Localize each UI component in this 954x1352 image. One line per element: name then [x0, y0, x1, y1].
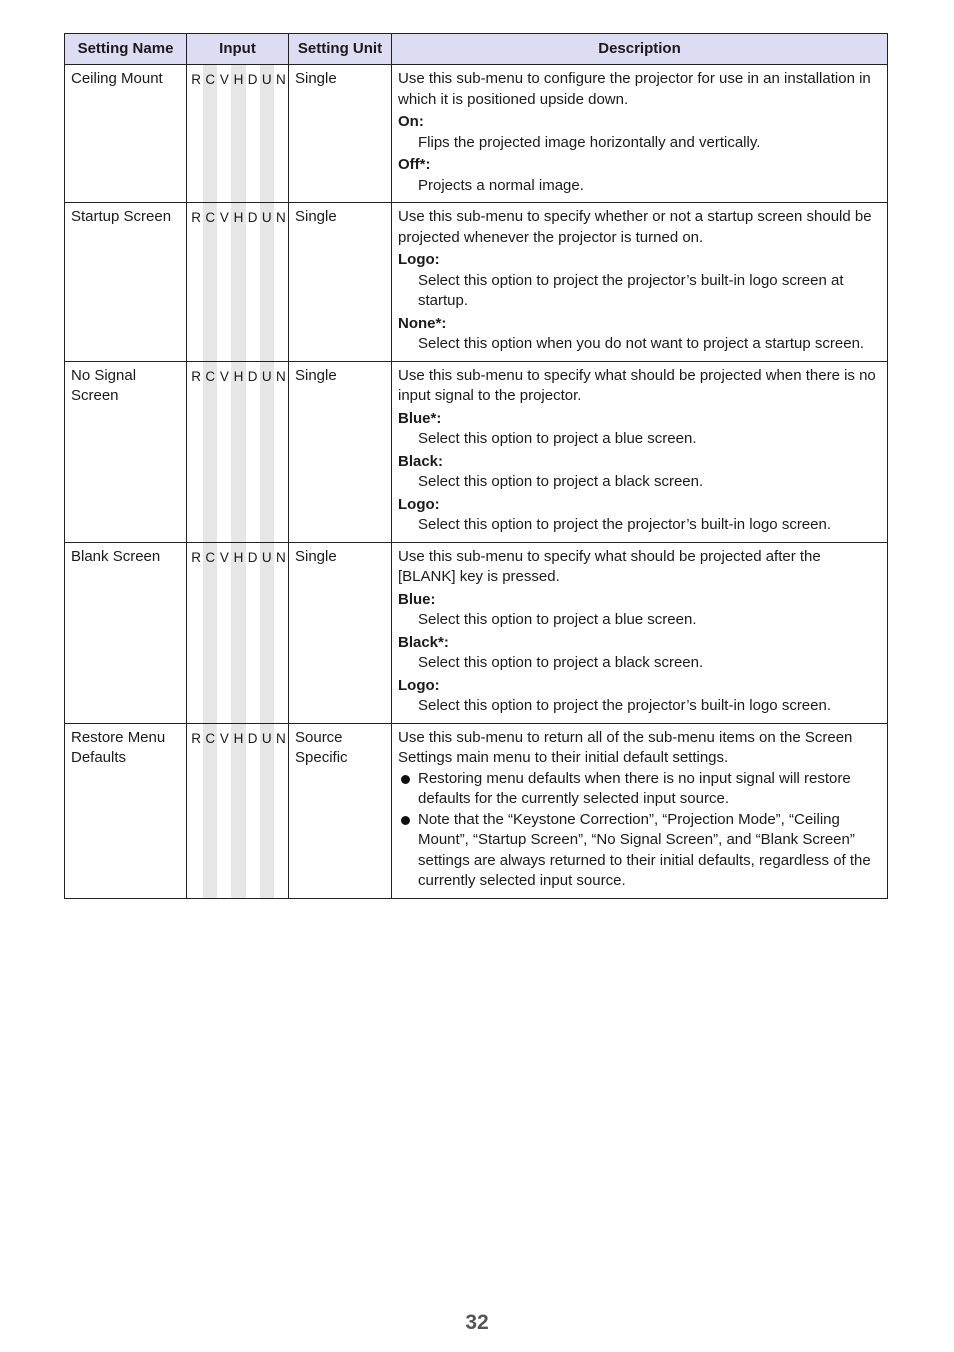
- option-text: Select this option to project the projector’s built-in logo screen.: [418, 516, 832, 533]
- input-letter: R: [191, 72, 201, 87]
- option-label: Blue*:: [398, 409, 442, 427]
- input-letter: N: [276, 730, 286, 746]
- description-intro: Use this sub-menu to configure the projector for use in an installation in which it is positioned upside down.: [398, 70, 871, 108]
- input-letter: C: [203, 362, 217, 542]
- description-cell: [392, 723, 888, 898]
- bullet-item: Note that the “Keystone Correction”, “Projection Mode”, “Ceiling Mount”, “Startup Screen”, “No Signal Screen”, and “Blank Screen” settings are always returned to their initial defaults, regardless of the currently selected input source.: [398, 810, 881, 892]
- input-letter: R: [191, 368, 201, 384]
- input-letter: N: [276, 210, 286, 225]
- setting-name-cell: Restore Menu Defaults: [65, 723, 187, 898]
- page-number: 32: [465, 1311, 489, 1334]
- option-label: Logo:: [398, 251, 440, 268]
- header-description: Description: [392, 34, 888, 65]
- option-label: Blue:: [398, 590, 436, 608]
- input-letter: H: [231, 724, 245, 898]
- option-label: Black:: [398, 452, 444, 470]
- input-letters: [187, 724, 288, 898]
- input-letter: U: [260, 362, 274, 542]
- input-letter: R: [191, 549, 201, 565]
- input-letter: V: [219, 210, 229, 225]
- header-input: Input: [187, 34, 289, 65]
- option-label: None*:: [398, 314, 447, 332]
- input-cell: [187, 65, 289, 203]
- option-text: Select this option to project a blue screen.: [418, 430, 697, 447]
- input-cell: [187, 542, 289, 723]
- settings-table: [64, 33, 888, 899]
- input-letter: D: [247, 210, 258, 225]
- description-cell: [392, 203, 888, 362]
- table-row: [65, 65, 888, 203]
- table-row: [65, 361, 888, 542]
- option-label: On:: [398, 113, 424, 130]
- input-letter: C: [203, 203, 217, 361]
- option-text: Select this option to project a black screen.: [418, 654, 704, 671]
- input-letter: C: [203, 724, 217, 898]
- input-letter: U: [260, 724, 274, 898]
- input-letters: [187, 362, 288, 542]
- setting-unit-cell: Source Specific: [289, 723, 392, 898]
- input-letter: V: [219, 72, 229, 87]
- input-letter: U: [260, 65, 274, 202]
- option-text: Select this option to project a black screen.: [418, 473, 704, 490]
- option-text: Projects a normal image.: [418, 176, 584, 194]
- table-header-row: [65, 34, 888, 65]
- input-letter: C: [203, 65, 217, 202]
- input-cell: [187, 361, 289, 542]
- option-label: Logo:: [398, 676, 440, 694]
- input-letter: R: [191, 730, 201, 746]
- input-cell: [187, 723, 289, 898]
- description-cell: [392, 361, 888, 542]
- input-letter: V: [219, 730, 229, 746]
- input-letter: N: [276, 72, 286, 87]
- input-letter: D: [247, 730, 258, 746]
- table-row: [65, 542, 888, 723]
- input-letters: [187, 65, 288, 202]
- option-text: Select this option when you do not want to project a startup screen.: [418, 335, 865, 352]
- header-setting-unit: Setting Unit: [289, 34, 392, 65]
- setting-unit-cell: Single: [289, 203, 392, 362]
- input-letter: D: [247, 368, 258, 384]
- input-letter: N: [276, 368, 286, 384]
- input-letter: N: [276, 549, 286, 565]
- description-intro: Use this sub-menu to specify what should be projected after the [BLANK] key is pressed.: [398, 547, 821, 585]
- setting-name-cell: Startup Screen: [65, 203, 187, 362]
- table-row: [65, 723, 888, 898]
- option-label: Off*:: [398, 156, 431, 173]
- input-letter: H: [231, 543, 245, 723]
- table-row: [65, 203, 888, 362]
- header-setting-name: Setting Name: [65, 34, 187, 65]
- setting-name-cell: Blank Screen: [65, 542, 187, 723]
- input-letter: H: [231, 65, 245, 202]
- option-text: Select this option to project the projector’s built-in logo screen at startup.: [418, 271, 844, 309]
- setting-unit-cell: Single: [289, 542, 392, 723]
- input-letter: U: [260, 543, 274, 723]
- input-letters: [187, 203, 288, 361]
- input-letter: H: [231, 362, 245, 542]
- bullet-item: Restoring menu defaults when there is no input signal will restore defaults for the currently selected input source.: [398, 769, 881, 810]
- option-label: Black*:: [398, 633, 449, 651]
- option-text: Select this option to project a blue screen.: [418, 611, 697, 628]
- description-intro: Use this sub-menu to return all of the sub-menu items on the Screen Settings main menu to their initial default settings.: [398, 728, 853, 766]
- option-label: Logo:: [398, 495, 440, 513]
- input-letter: U: [260, 203, 274, 361]
- description-cell: [392, 542, 888, 723]
- input-letter: D: [247, 72, 258, 87]
- setting-name-cell: Ceiling Mount: [65, 65, 187, 203]
- input-letter: D: [247, 549, 258, 565]
- bullet-list: [398, 769, 881, 892]
- input-letter: R: [191, 210, 201, 225]
- input-letter: C: [203, 543, 217, 723]
- setting-unit-cell: Single: [289, 65, 392, 203]
- input-letter: V: [219, 368, 229, 384]
- description-intro: Use this sub-menu to specify what should be projected when there is no input signal to the projector.: [398, 366, 876, 404]
- setting-unit-cell: Single: [289, 361, 392, 542]
- input-cell: [187, 203, 289, 362]
- description-intro: Use this sub-menu to specify whether or not a startup screen should be projected whenever the projector is turned on.: [398, 208, 872, 246]
- option-text: Select this option to project the projector’s built-in logo screen.: [418, 697, 832, 714]
- description-cell: [392, 65, 888, 203]
- option-text: Flips the projected image horizontally and vertically.: [418, 133, 761, 151]
- setting-name-cell: No Signal Screen: [65, 361, 187, 542]
- input-letters: [187, 543, 288, 723]
- input-letter: H: [231, 203, 245, 361]
- input-letter: V: [219, 549, 229, 565]
